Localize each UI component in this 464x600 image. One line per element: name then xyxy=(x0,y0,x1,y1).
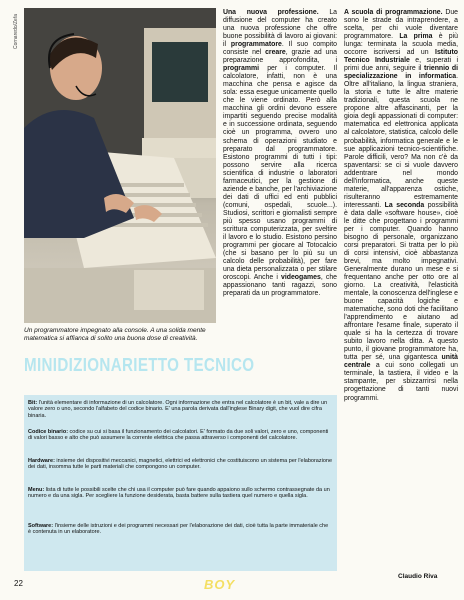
programmer-photo xyxy=(24,8,216,323)
emphasis: Istituto Tecnico Industriale xyxy=(344,49,458,65)
magazine-logo: BOY xyxy=(204,577,236,592)
glossary-entry: Bit: l'unità elementare di informazione di un calcolatore. Ogni informazione che entra nel calcolatore è un bit, vale a dire un valore zero o uno, secondo l'alfabeto del codice binario. E' una parola derivata dall'inglese Binary digit, che vuol dire cifra binaria. xyxy=(28,400,328,419)
emphasis: La seconda xyxy=(384,201,425,209)
glossary-entry: Menu: lista di tutte le possibili scelte che chi usa il computer può fare quando appaiono sullo schermo contrassegnate da un numero e da una sigla. Per scegliere la funzione desiderata, basta battere sulla tastiera quel numero e quella sigla. xyxy=(28,487,330,500)
glossary-entry: Codice binario: codice su cui si basa il funzionamento dei calcolatori. E' formato da due soli valori, zero e uno, componenti di valori basso e alto che può assumere la corrente elettrica che passa attraverso i componenti del calcolatore. xyxy=(28,429,329,442)
paragraph-text: La diffusione del computer ha creato una nuova professione che offre buone possibilità di lavoro ai giovani: il xyxy=(223,9,337,49)
author-name: Claudio Riva xyxy=(398,573,438,580)
glossary-box xyxy=(24,395,337,571)
paragraph-text: Due sono le strade da intraprendere, a scelta, per chi vuole diventare programmatore. xyxy=(344,9,458,41)
glossary-entry: Software: l'insieme delle istruzioni e dei programmi necessari per l'elaborazione dei dati, cioè tutta la parte immateriale che è contenuta in un elaboratore. xyxy=(28,523,329,536)
glossary-entry: Hardware: insieme dei dispositivi meccanici, magnetici, elettrici ed elettronici che costituiscono un sistema per l'elaborazione dei dati, insomma tutte le parti materiali che compongono un computer. xyxy=(28,458,333,471)
paragraph-text: , grazie ad una preparazione approfondita, i xyxy=(223,49,337,65)
emphasis: programmatore xyxy=(230,41,282,49)
paragraph-text: a cui sono collegati un terminale, la tastiera, il video e la stampante, per sbizzarrirsi nella progettazione di tanti nuovi programmi. xyxy=(344,362,458,402)
emphasis: La prima xyxy=(399,33,433,41)
emphasis: triennio di specializzazione in informatica xyxy=(344,65,458,81)
paragraph-text: . Il suo compito consiste nel xyxy=(223,41,338,57)
photo-credit: Cornaredo/Zefa xyxy=(13,14,19,50)
paragraph-text: , che appassionano tanti ragazzi, sono preparati da un programmatore. xyxy=(223,274,337,298)
emphasis: videogames xyxy=(281,274,321,282)
emphasis: programmi xyxy=(223,65,259,73)
article-column-3 xyxy=(344,9,458,403)
paragraph-text: per i computer. Il calcolatore, infatti, non è una macchina che pensa e agisce da sola: essa esegue unicamente quello che le viene ordinato. Però alla macchina gli ordini devono essere impartiti seguendo precise modalità e in successione ordinata, seguendo cioè un programma, ovvero uno schema di operazioni studiato e preparato dal programmatore. Esistono programmi di tutti i tipi: possono servire alla ricerca scientifica di industrie o laboratori farmaceutici, per la gestione di aziende e banche, per l'archiviazione dei dati di uffici ed enti pubblici (comuni, ospedali, scuole...). Studiosi, scrittori e giornalisti sempre più spesso usano programmi di scrittura computerizzata, per sveltire il lavoro e lo studio. Esistono persino programmi per giocare al Totocalcio (che si basano per lo più su un calcolo delle probabilità), per fare una dieta personalizzata o per stilare oroscopi. Anche i xyxy=(223,65,337,282)
paragraph-text: e, superati i primi due anni, seguire il xyxy=(344,57,458,73)
article-column-2 xyxy=(223,9,337,298)
glossary-title: MINIDIZIONARIETTO TECNICO xyxy=(24,354,255,375)
programmer-illustration xyxy=(24,8,216,323)
emphasis: creare xyxy=(265,49,286,57)
photo-caption: Un programmatore impegnato alla console. A una solida mente matematica si affianca di solito una buona dose di creatività. xyxy=(24,327,206,342)
emphasis: unità centrale xyxy=(344,354,458,370)
paragraph-text: è più lunga: terminata la scuola media, occorre iscriversi ad un xyxy=(344,33,458,57)
emphasis: A scuola di programmazione. xyxy=(344,9,443,16)
paragraph-text: possibilità è data dalle «software house», cioè le ditte che progettano i programmi per i computer. Quando hanno bisogno di personale, organizzano corsi preparatori. Si tratta per lo più di corsi intensivi, cioè abbastanza brevi, ma molto impegnativi. Generalmente durano un mese e si frequentano anche per otto ore al giorno. La creatività, l'elasticità mentale, la conoscenza dell'inglese e buone capacità logiche e matematiche, sono doti che facilitano l'apprendimento e aiutano ad affrontare l'esame finale, superato il quale si ha la certezza di trovare subito lavoro nella ditta. A questo punto, il giovane programmatore ha, tutta per sé, una gigantesca xyxy=(344,201,458,362)
paragraph-text: . Oltre all'italiano, la lingua straniera, la storia e tutte le altre materie tradizionali, questa scuola ne propone altre affascinanti, per la gioia degli appassionati di computer: matematica ed elettronica applicata al calcolatore, statistica, calcolo delle probabilità, informatica generale e le sue applicazioni tecnico-scientifiche. Parole difficili, vero? Ma non c'è da spaventarsi: se ci si vuole davvero addentrare nel mondo dell'informatica, anche queste materie, all'apparenza ostiche, risulteranno estremamente interessanti. xyxy=(344,73,458,209)
emphasis: Una nuova professione. xyxy=(223,9,319,16)
page-number: 22 xyxy=(14,579,23,588)
